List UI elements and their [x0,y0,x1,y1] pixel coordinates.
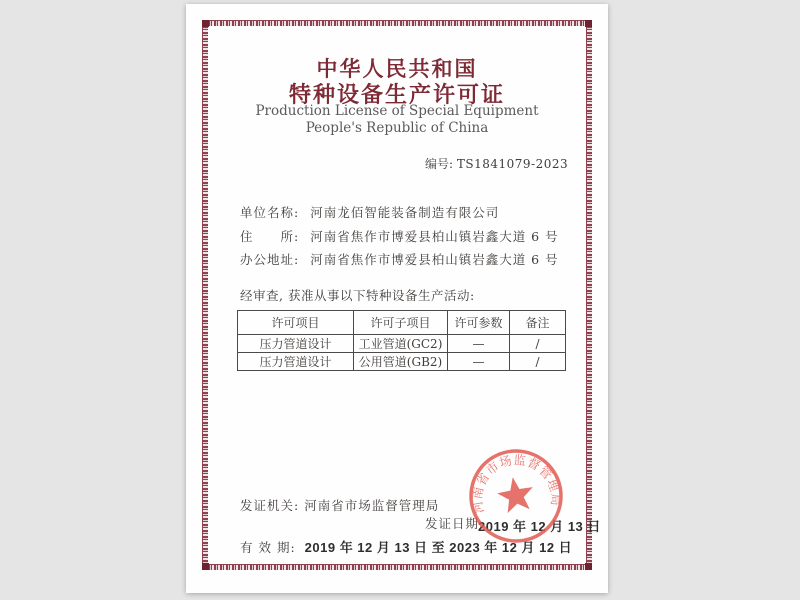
approval-note: 经审查, 获准从事以下特种设备生产活动: [240,288,475,303]
seal-ring-text: 河南省市场监督管理局 [469,451,564,515]
header-license-item: 许可项目 [238,311,354,335]
office-address-line [240,250,559,268]
serial-label: 编号: [425,157,454,171]
title-en-line1: Production License of Special Equipment [255,103,539,119]
title-cn-line1: 中华人民共和国 [316,57,478,81]
cell-subitem-2: 公用管道(GB2) [354,353,448,371]
validity-value: 2019 年 12 月 13 日 至 2023 年 12 月 12 日 [304,540,573,555]
table-row [238,335,566,353]
cell-parameter-2: — [448,353,510,371]
border-corner-tr [585,20,592,27]
border-corner-br [585,563,592,570]
residence-line [240,227,559,245]
table-row [238,353,566,371]
official-red-seal [461,441,571,551]
issuing-authority-line [240,496,439,514]
license-table [237,310,566,371]
issue-date-value: 2019 年 12 月 13 日 [478,519,601,534]
title-en-line2: People's Republic of China [305,120,489,136]
border-bottom [202,564,592,570]
header-license-subitem: 许可子项目 [354,311,448,335]
seal-star-icon [495,474,537,514]
border-corner-bl [202,563,209,570]
office-value: 河南省焦作市博爱县柏山镇岩鑫大道 6 号 [310,252,559,267]
serial-value: TS1841079-2023 [456,157,569,171]
title-cn-line2: 特种设备生产许可证 [288,83,505,108]
issue-date-label: 发证日期: [425,516,485,531]
authority-value: 河南省市场监督管理局 [304,498,440,513]
company-name-line [240,203,499,221]
cell-subitem-1: 工业管道(GC2) [354,335,448,353]
company-value: 河南龙佰智能装备制造有限公司 [310,205,500,220]
company-label: 单位名称: [240,205,300,220]
table-header-row [238,311,566,335]
office-label: 办公地址: [240,252,300,267]
residence-value: 河南省焦作市博爱县柏山镇岩鑫大道 6 号 [310,229,559,244]
border-top [202,20,592,26]
residence-label: 住 所: [240,229,300,244]
cell-item-2: 压力管道设计 [238,353,354,371]
header-remark: 备注 [510,311,566,335]
certificate-page [186,4,608,593]
cell-remark-2: / [510,353,566,371]
serial-number-line [425,155,568,172]
header-license-parameter: 许可参数 [448,311,510,335]
authority-label: 发证机关: [240,498,300,513]
validity-label: 有 效 期: [240,540,296,555]
cell-parameter-1: — [448,335,510,353]
cell-remark-1: / [510,335,566,353]
border-corner-tl [202,20,209,27]
cell-item-1: 压力管道设计 [238,335,354,353]
